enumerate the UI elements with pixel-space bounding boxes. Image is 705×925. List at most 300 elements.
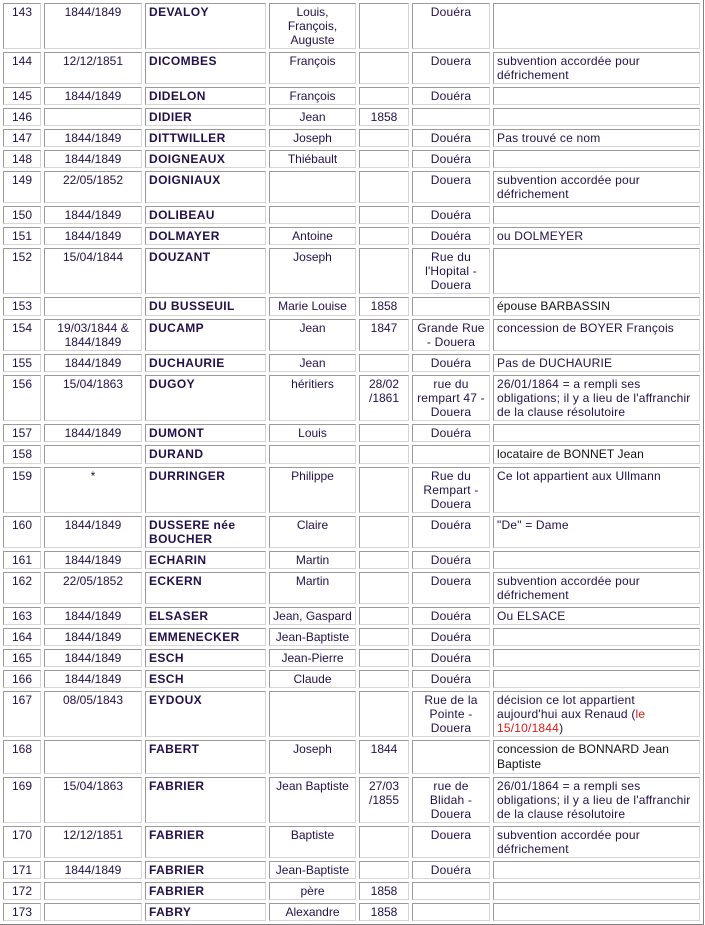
surname-cell <box>145 375 266 421</box>
date-cell <box>44 628 142 646</box>
remarks: concession de BOYER François <box>497 321 675 335</box>
firstname-cell <box>269 740 356 774</box>
surname: FABRIER <box>149 828 205 842</box>
remarks-cell <box>493 227 700 245</box>
lot-number-cell <box>3 882 41 900</box>
location: Douéra <box>430 89 472 103</box>
lot-number: 169 <box>11 779 33 793</box>
firstname-cell <box>269 206 356 224</box>
year-cell <box>359 777 409 823</box>
firstname-cell <box>269 227 356 245</box>
date-cell <box>44 3 142 49</box>
surname: DEVALOY <box>149 5 209 19</box>
remarks: subvention accordée pour défrichement <box>497 173 640 201</box>
firstname-cell <box>269 882 356 900</box>
remarks-cell <box>493 691 700 737</box>
lot-number: 172 <box>11 884 33 898</box>
table-row <box>3 424 700 442</box>
remarks-cell <box>493 467 700 513</box>
date-cell <box>44 319 142 351</box>
location-cell <box>412 52 490 84</box>
remarks-cell <box>493 150 700 168</box>
remarks-cell <box>493 649 700 667</box>
firstname-cell <box>269 516 356 548</box>
date-cell <box>44 108 142 126</box>
remarks-cell <box>493 297 700 316</box>
year-cell <box>359 649 409 667</box>
date: 1844/1849 <box>64 651 122 665</box>
lot-number-cell <box>3 467 41 513</box>
location-cell <box>412 649 490 667</box>
date-cell <box>44 129 142 147</box>
location: Grande Rue - Douera <box>417 321 485 349</box>
remarks: Ou ELSACE <box>497 609 566 623</box>
firstname-cell <box>269 691 356 737</box>
date: 1844/1849 <box>64 863 122 877</box>
location: Douéra <box>430 229 472 243</box>
firstname: Claude <box>293 672 332 686</box>
table-row <box>3 826 700 858</box>
firstname-cell <box>269 445 356 464</box>
firstname-cell <box>269 375 356 421</box>
lot-number: 152 <box>11 250 33 264</box>
lot-number-cell <box>3 150 41 168</box>
firstname: père <box>300 884 325 898</box>
year-cell <box>359 227 409 245</box>
firstname-cell <box>269 572 356 604</box>
year: 1858 <box>370 299 398 313</box>
location: Rue du Rempart - Douera <box>423 469 479 511</box>
firstname: Jean-Baptiste <box>275 630 350 644</box>
location-cell <box>412 354 490 372</box>
lot-number: 150 <box>11 208 33 222</box>
location-cell <box>412 375 490 421</box>
surname-cell <box>145 516 266 548</box>
lot-number-cell <box>3 319 41 351</box>
lot-number: 144 <box>11 54 33 68</box>
firstname: Marie Louise <box>278 299 347 313</box>
date-cell <box>44 424 142 442</box>
year-cell <box>359 551 409 569</box>
year-cell <box>359 445 409 464</box>
date-cell <box>44 649 142 667</box>
firstname: Jean-Pierre <box>281 651 344 665</box>
date: 1844/1849 <box>64 5 122 19</box>
location-cell <box>412 319 490 351</box>
lot-number: 158 <box>11 447 33 461</box>
remarks-cell <box>493 777 700 823</box>
firstname: Thiébault <box>287 152 338 166</box>
date-cell <box>44 551 142 569</box>
surname: DUCHAURIE <box>149 356 225 370</box>
firstname-cell <box>269 861 356 879</box>
remarks-cell <box>493 354 700 372</box>
location-cell <box>412 297 490 316</box>
firstname: Claire <box>296 518 329 532</box>
year-cell <box>359 150 409 168</box>
year: 1844 <box>370 742 398 756</box>
date-cell <box>44 87 142 105</box>
lot-number-cell <box>3 691 41 737</box>
surname: FABRIER <box>149 779 205 793</box>
location-cell <box>412 227 490 245</box>
firstname: Martin <box>295 574 330 588</box>
firstname: Alexandre <box>285 905 340 919</box>
year-cell <box>359 607 409 625</box>
firstname: Jean-Baptiste <box>275 863 350 877</box>
table-row <box>3 607 700 625</box>
table-row <box>3 354 700 372</box>
surname-cell <box>145 150 266 168</box>
lot-number-cell <box>3 171 41 203</box>
date-cell <box>44 670 142 688</box>
remarks: concession de BONNARD Jean Baptiste <box>497 742 670 771</box>
remarks-cell <box>493 319 700 351</box>
date-cell <box>44 691 142 737</box>
surname-cell <box>145 551 266 569</box>
year-cell <box>359 375 409 421</box>
lot-number-cell <box>3 297 41 316</box>
firstname: Joseph <box>293 131 332 145</box>
surname-cell <box>145 206 266 224</box>
location: Douéra <box>430 651 472 665</box>
year-cell <box>359 108 409 126</box>
location-cell <box>412 424 490 442</box>
year-cell <box>359 248 409 294</box>
lot-number-cell <box>3 424 41 442</box>
lot-number: 154 <box>11 321 33 335</box>
location: Rue de la Pointe - Douera <box>424 693 478 735</box>
firstname-cell <box>269 108 356 126</box>
firstname-cell <box>269 87 356 105</box>
surname-cell <box>145 670 266 688</box>
table-row <box>3 551 700 569</box>
firstname-cell <box>269 248 356 294</box>
remarks: subvention accordée pour défrichement <box>497 54 640 82</box>
surname-cell <box>145 826 266 858</box>
table-row <box>3 882 700 900</box>
firstname: Louis <box>298 426 327 440</box>
remarks-cell <box>493 607 700 625</box>
surname: DOIGNIAUX <box>149 173 221 187</box>
surname: DU BUSSEUIL <box>149 299 235 313</box>
remarks: Pas trouvé ce nom <box>497 131 601 145</box>
location: rue du rempart 47 - Douera <box>417 377 485 419</box>
year-cell <box>359 826 409 858</box>
lot-number-cell <box>3 551 41 569</box>
surname-cell <box>145 691 266 737</box>
lot-number: 151 <box>11 229 33 243</box>
lot-number-cell <box>3 572 41 604</box>
surname-cell <box>145 628 266 646</box>
location-cell <box>412 150 490 168</box>
surname-cell <box>145 445 266 464</box>
year-cell <box>359 297 409 316</box>
date: 22/05/1852 <box>62 574 124 588</box>
lot-number-cell <box>3 516 41 548</box>
lot-number-cell <box>3 52 41 84</box>
surname-cell <box>145 108 266 126</box>
year-cell <box>359 52 409 84</box>
firstname: Joseph <box>293 742 332 756</box>
lot-number-cell <box>3 670 41 688</box>
lot-number-cell <box>3 861 41 879</box>
remarks-tail: ) <box>559 721 564 735</box>
location-cell <box>412 826 490 858</box>
location: Douera <box>430 828 472 842</box>
location: Douera <box>430 54 472 68</box>
firstname-cell <box>269 150 356 168</box>
remarks-cell <box>493 87 700 105</box>
remarks-cell <box>493 248 700 294</box>
remarks-cell <box>493 206 700 224</box>
lot-number: 145 <box>11 89 33 103</box>
date: 15/04/1863 <box>62 377 124 391</box>
year: 1858 <box>370 884 398 898</box>
surname-cell <box>145 319 266 351</box>
date: 12/12/1851 <box>62 828 124 842</box>
table-row <box>3 670 700 688</box>
firstname-cell <box>269 3 356 49</box>
surname: DUMONT <box>149 426 205 440</box>
remarks-cell <box>493 129 700 147</box>
table-body <box>3 3 700 921</box>
table-row <box>3 150 700 168</box>
year-cell <box>359 516 409 548</box>
remarks: subvention accordée pour défrichement <box>497 574 640 602</box>
remarks: 26/01/1864 = a rempli ses obligations; il y a lieu de l'affranchir de la clause résolutoire <box>497 779 691 821</box>
year-cell <box>359 670 409 688</box>
firstname-cell <box>269 551 356 569</box>
date: 15/04/1863 <box>62 779 124 793</box>
lot-number: 161 <box>11 553 33 567</box>
lot-number: 170 <box>11 828 33 842</box>
remarks: "De" = Dame <box>497 518 569 532</box>
lot-number-cell <box>3 87 41 105</box>
location: Douéra <box>430 518 472 532</box>
surname-cell <box>145 607 266 625</box>
table-row <box>3 171 700 203</box>
table-row <box>3 129 700 147</box>
table-row <box>3 375 700 421</box>
lot-number: 146 <box>11 110 33 124</box>
date-cell <box>44 150 142 168</box>
remarks: ou DOLMEYER <box>497 229 584 243</box>
firstname: Jean <box>299 356 326 370</box>
lot-number: 155 <box>11 356 33 370</box>
remarks: Pas de DUCHAURIE <box>497 356 613 370</box>
table-row <box>3 227 700 245</box>
lot-number: 143 <box>11 5 33 19</box>
firstname: Jean <box>299 321 326 335</box>
lot-number: 165 <box>11 651 33 665</box>
lot-number: 167 <box>11 693 33 707</box>
remarks: 26/01/1864 = a rempli ses obligations; il y a lieu de l'affranchir de la clause résolutoire <box>497 377 691 419</box>
firstname-cell <box>269 129 356 147</box>
surname-cell <box>145 740 266 774</box>
surname: ESCH <box>149 651 184 665</box>
year-cell <box>359 861 409 879</box>
table-row <box>3 861 700 879</box>
lot-number: 163 <box>11 609 33 623</box>
firstname: Antoine <box>292 229 333 243</box>
date-cell <box>44 375 142 421</box>
year-cell <box>359 882 409 900</box>
firstname-cell <box>269 297 356 316</box>
table-row <box>3 740 700 774</box>
year-cell <box>359 903 409 921</box>
lot-number: 159 <box>11 469 33 483</box>
date-cell <box>44 467 142 513</box>
date-cell <box>44 297 142 316</box>
location: Douera <box>430 173 472 187</box>
lot-number-cell <box>3 826 41 858</box>
remarks-cell <box>493 424 700 442</box>
date: 1844/1849 <box>64 518 122 532</box>
location-cell <box>412 248 490 294</box>
location: Douéra <box>430 609 472 623</box>
date: 1844/1849 <box>64 356 122 370</box>
surname-cell <box>145 248 266 294</box>
remarks-highlight: le 15/10/1844 <box>497 707 646 735</box>
firstname: Jean Baptiste <box>276 779 349 793</box>
surname-cell <box>145 467 266 513</box>
remarks-cell <box>493 52 700 84</box>
firstname-cell <box>269 319 356 351</box>
location: Rue du l'Hopital - Douera <box>425 250 477 292</box>
remarks-cell <box>493 572 700 604</box>
year: 1847 <box>370 321 398 335</box>
remarks: locataire de BONNET Jean <box>497 447 644 461</box>
date-cell <box>44 248 142 294</box>
table-row <box>3 691 700 737</box>
location-cell <box>412 882 490 900</box>
firstname: Jean <box>299 110 326 124</box>
table-row <box>3 87 700 105</box>
firstname-cell <box>269 424 356 442</box>
surname: EMMENECKER <box>149 630 240 644</box>
lot-number: 149 <box>11 173 33 187</box>
lot-number-cell <box>3 354 41 372</box>
remarks-cell <box>493 903 700 921</box>
firstname: Baptiste <box>290 828 335 842</box>
lot-number: 164 <box>11 630 33 644</box>
remarks-cell <box>493 740 700 774</box>
surname: FABERT <box>149 742 200 756</box>
lot-number-cell <box>3 628 41 646</box>
year-cell <box>359 3 409 49</box>
location: Douéra <box>430 426 472 440</box>
lot-number: 157 <box>11 426 33 440</box>
remarks: décision ce lot appartient aujourd'hui aux Renaud ( <box>497 693 636 721</box>
date: 08/05/1843 <box>62 693 124 707</box>
year-cell <box>359 129 409 147</box>
location: rue de Blidah - Douera <box>429 779 473 821</box>
date: 1844/1849 <box>64 229 122 243</box>
firstname-cell <box>269 171 356 203</box>
year: 1858 <box>370 905 398 919</box>
date-cell <box>44 52 142 84</box>
surname: DURAND <box>149 447 204 461</box>
table-row <box>3 516 700 548</box>
firstname: Jean, Gaspard <box>273 609 352 623</box>
year-cell <box>359 424 409 442</box>
firstname-cell <box>269 607 356 625</box>
location-cell <box>412 87 490 105</box>
firstname-cell <box>269 467 356 513</box>
year-cell <box>359 171 409 203</box>
table-row <box>3 206 700 224</box>
lot-number-cell <box>3 206 41 224</box>
location-cell <box>412 129 490 147</box>
date-cell <box>44 861 142 879</box>
location-cell <box>412 108 490 126</box>
location: Douéra <box>430 131 472 145</box>
surname: DOIGNEAUX <box>149 152 226 166</box>
year-cell <box>359 319 409 351</box>
remarks: subvention accordée pour défrichement <box>497 828 640 856</box>
location: Douéra <box>430 630 472 644</box>
lot-number-cell <box>3 129 41 147</box>
date-cell <box>44 777 142 823</box>
year: 28/02 /1861 <box>368 377 400 405</box>
lot-number: 168 <box>11 742 33 756</box>
surname-cell <box>145 3 266 49</box>
lot-number-cell <box>3 227 41 245</box>
surname-cell <box>145 861 266 879</box>
surname-cell <box>145 777 266 823</box>
surname: ECKERN <box>149 574 203 588</box>
remarks-cell <box>493 826 700 858</box>
firstname: Martin <box>295 553 330 567</box>
surname-cell <box>145 903 266 921</box>
lot-number-cell <box>3 3 41 49</box>
table-row <box>3 3 700 49</box>
location-cell <box>412 467 490 513</box>
year-cell <box>359 740 409 774</box>
firstname-cell <box>269 826 356 858</box>
firstname-cell <box>269 628 356 646</box>
remarks: épouse BARBASSIN <box>497 299 610 313</box>
surname-cell <box>145 52 266 84</box>
surname-cell <box>145 297 266 316</box>
remarks: Ce lot appartient aux Ullmann <box>497 469 661 483</box>
firstname: François <box>289 89 336 103</box>
date-cell <box>44 171 142 203</box>
location: Douéra <box>430 5 472 19</box>
remarks-cell <box>493 3 700 49</box>
lot-number-cell <box>3 903 41 921</box>
location: Douéra <box>430 152 472 166</box>
year-cell <box>359 467 409 513</box>
lot-number-cell <box>3 649 41 667</box>
surname: DURRINGER <box>149 469 226 483</box>
surname-cell <box>145 354 266 372</box>
date: 1844/1849 <box>64 426 122 440</box>
location-cell <box>412 903 490 921</box>
date: 1844/1849 <box>64 152 122 166</box>
location-cell <box>412 740 490 774</box>
surname-cell <box>145 87 266 105</box>
date: 1844/1849 <box>64 208 122 222</box>
date-cell <box>44 826 142 858</box>
date-cell <box>44 445 142 464</box>
date-cell <box>44 572 142 604</box>
lot-number: 173 <box>11 905 33 919</box>
location: Douéra <box>430 208 472 222</box>
lot-number-cell <box>3 607 41 625</box>
date-cell <box>44 903 142 921</box>
